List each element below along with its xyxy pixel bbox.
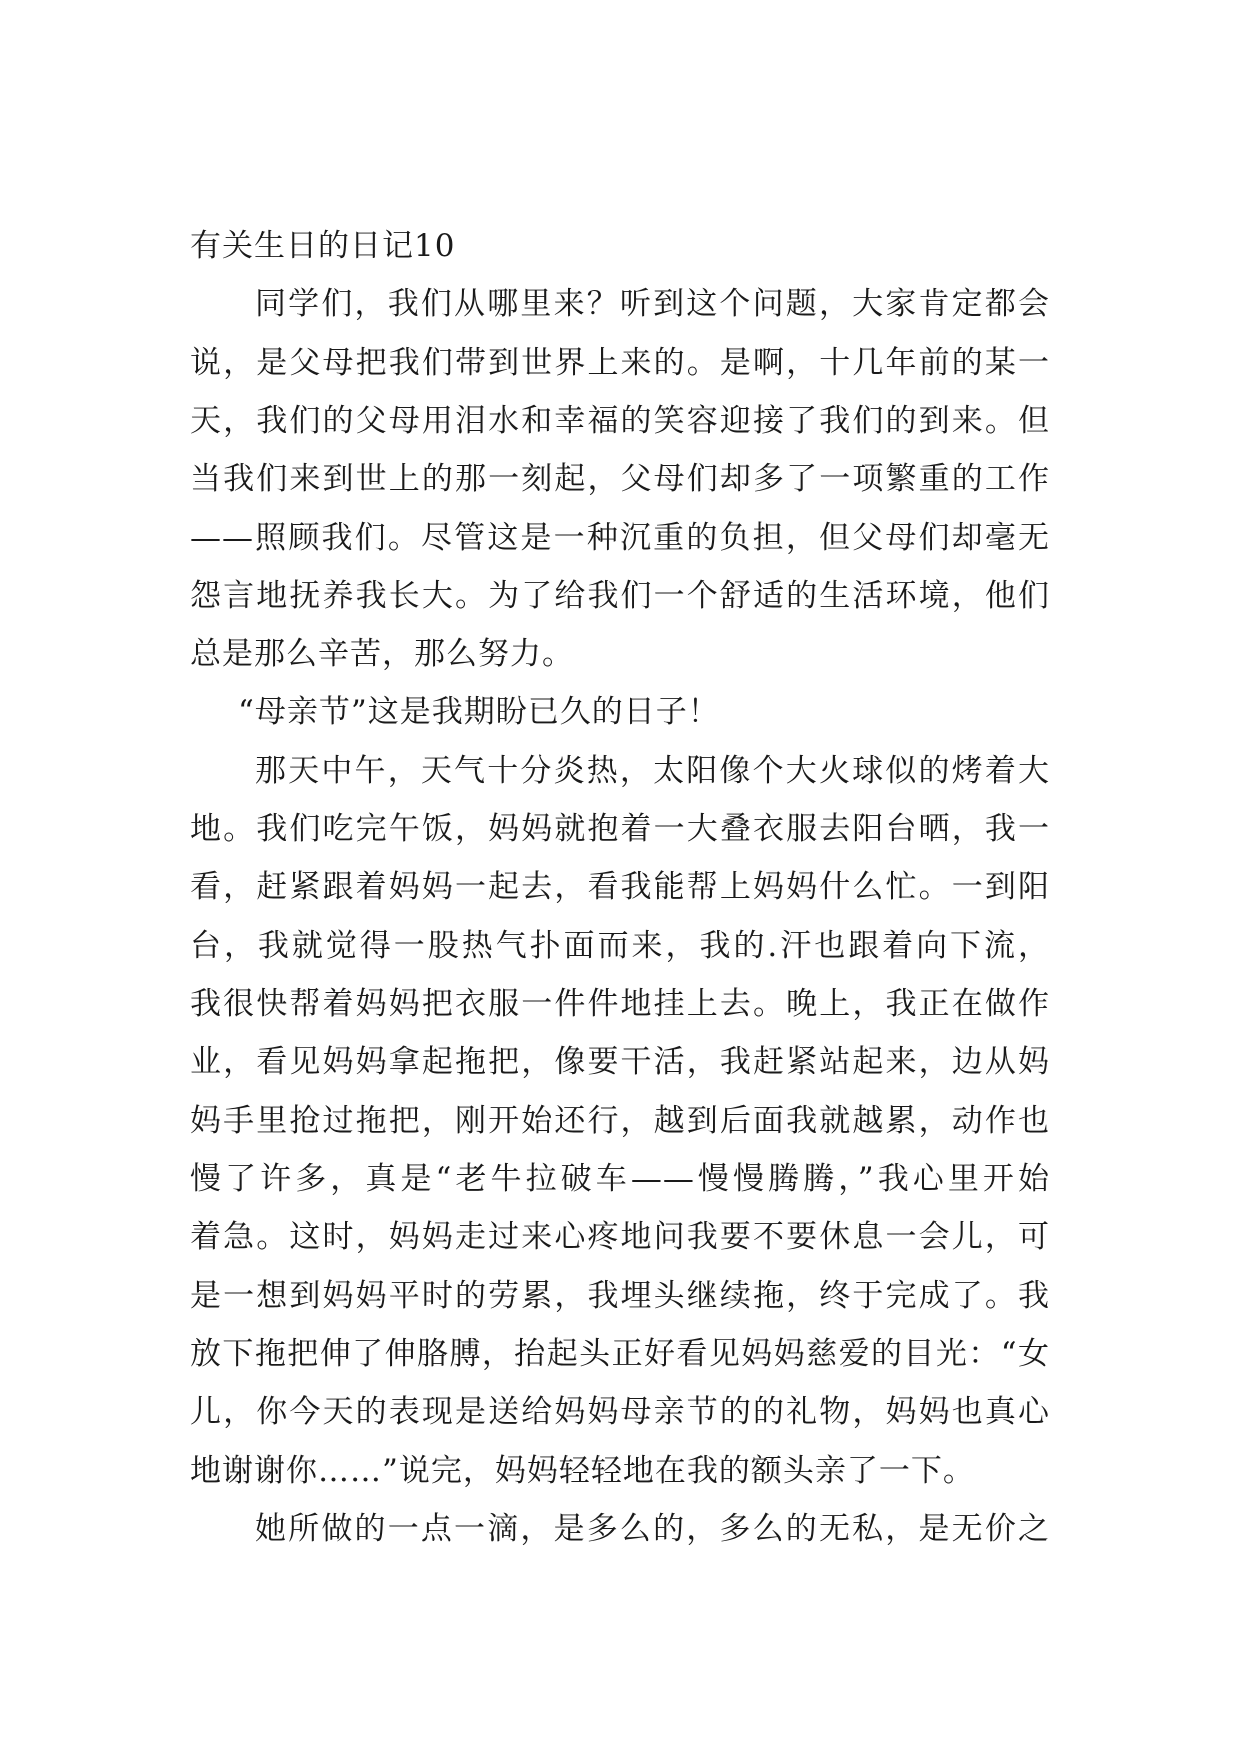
text-line: 同学们，我们从哪里来？听到这个问题，大家肯定都会 bbox=[255, 286, 1050, 322]
text-line: 儿，你今天的表现是送给妈妈母亲节的的礼物，妈妈也真心 bbox=[190, 1394, 1050, 1430]
text-line: 我很快帮着妈妈把衣服一件件地挂上去。晚上，我正在做作 bbox=[190, 986, 1050, 1022]
text-line: 放下拖把伸了伸胳膊，抬起头正好看见妈妈慈爱的目光：“女 bbox=[190, 1336, 1050, 1372]
text-line: 地。我们吃完午饭，妈妈就抱着一大叠衣服去阳台晒，我一 bbox=[190, 811, 1050, 847]
text-line: 天，我们的父母用泪水和幸福的笑容迎接了我们的到来。但 bbox=[190, 403, 1050, 439]
text-line: 着急。这时，妈妈走过来心疼地问我要不要休息一会儿，可 bbox=[190, 1219, 1050, 1255]
text-line: 台，我就觉得一股热气扑面而来，我的.汗也跟着向下流， bbox=[190, 928, 1050, 964]
text-line: 看，赶紧跟着妈妈一起去，看我能帮上妈妈什么忙。一到阳 bbox=[190, 869, 1050, 905]
text-line: 当我们来到世上的那一刻起，父母们却多了一项繁重的工作 bbox=[190, 461, 1050, 497]
text-line: ——照顾我们。尽管这是一种沉重的负担，但父母们却毫无 bbox=[190, 520, 1050, 556]
text-line: “母亲节”这是我期盼已久的日子！ bbox=[238, 694, 720, 730]
text-line: 那天中午，天气十分炎热，太阳像个大火球似的烤着大 bbox=[255, 753, 1050, 789]
text-line: 地谢谢你……”说完，妈妈轻轻地在我的额头亲了一下。 bbox=[190, 1453, 975, 1489]
text-line: 她所做的一点一滴，是多么的，多么的无私，是无价之 bbox=[255, 1511, 1050, 1547]
text-line: 说，是父母把我们带到世界上来的。是啊，十几年前的某一 bbox=[190, 345, 1050, 381]
text-line: 慢了许多，真是“老牛拉破车——慢慢腾腾，”我心里开始 bbox=[190, 1161, 1050, 1197]
document-title: 有关生日的日记10 bbox=[190, 228, 456, 264]
text-line: 总是那么辛苦，那么努力。 bbox=[190, 636, 574, 672]
text-line: 业，看见妈妈拿起拖把，像要干活，我赶紧站起来，边从妈 bbox=[190, 1044, 1050, 1080]
text-line: 是一想到妈妈平时的劳累，我埋头继续拖，终于完成了。我 bbox=[190, 1278, 1050, 1314]
text-line: 妈手里抢过拖把，刚开始还行，越到后面我就越累，动作也 bbox=[190, 1103, 1050, 1139]
text-line: 怨言地抚养我长大。为了给我们一个舒适的生活环境，他们 bbox=[190, 578, 1050, 614]
